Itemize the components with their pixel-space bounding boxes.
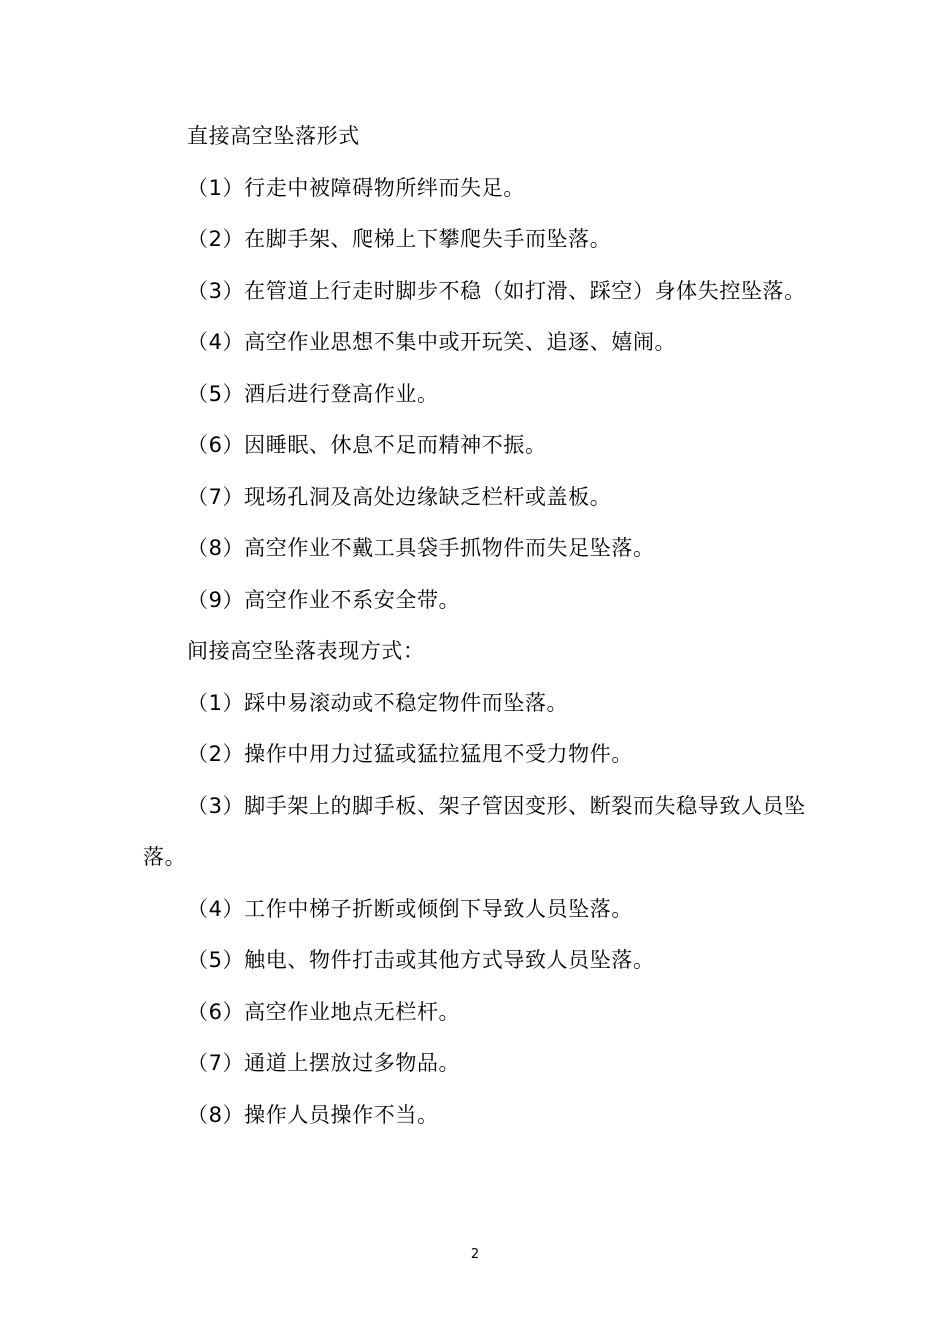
list-item: （8）高空作业不戴工具袋手抓物件而失足坠落。 — [187, 536, 655, 560]
list-item: （7）现场孔洞及高处边缘缺乏栏杆或盖板。 — [187, 484, 612, 509]
section-heading-indirect-falls: 间接高空坠落表现方式： — [187, 639, 425, 663]
document-body — [143, 111, 807, 1141]
list-item: （4）工作中梯子折断或倾倒下导致人员坠落。 — [187, 896, 633, 921]
section-heading-direct-falls: 直接高空坠落形式 — [187, 124, 360, 148]
list-item: （9）高空作业不系安全带。 — [187, 587, 461, 612]
list-item: （8）操作人员操作不当。 — [187, 1102, 439, 1127]
list-item: （1）踩中易滚动或不稳定物件而坠落。 — [187, 690, 569, 715]
list-item: （5）酒后进行登高作业。 — [187, 381, 439, 406]
list-item: （7）通道上摆放过多物品。 — [187, 1051, 461, 1075]
list-item: （2）在脚手架、爬梯上下攀爬失手而坠落。 — [187, 227, 612, 251]
list-item: （1）行走中被障碍物所绊而失足。 — [187, 175, 525, 200]
list-item: （6）高空作业地点无栏杆。 — [187, 999, 461, 1024]
list-item: （2）操作中用力过猛或猛拉猛甩不受力物件。 — [187, 742, 633, 766]
list-item: （4）高空作业思想不集中或开玩笑、追逐、嬉闹。 — [187, 330, 677, 354]
list-item: （6）因睡眠、休息不足而精神不振。 — [187, 433, 547, 457]
list-item: （5）触电、物件打击或其他方式导致人员坠落。 — [187, 948, 655, 972]
page-number: 2 — [470, 1247, 480, 1262]
list-item: （3）在管道上行走时脚步不稳（如打滑、踩空）身体失控坠落。 — [187, 278, 806, 303]
list-item: （3）脚手架上的脚手板、架子管因变形、断裂而失稳导致人员坠落。 — [143, 793, 806, 869]
